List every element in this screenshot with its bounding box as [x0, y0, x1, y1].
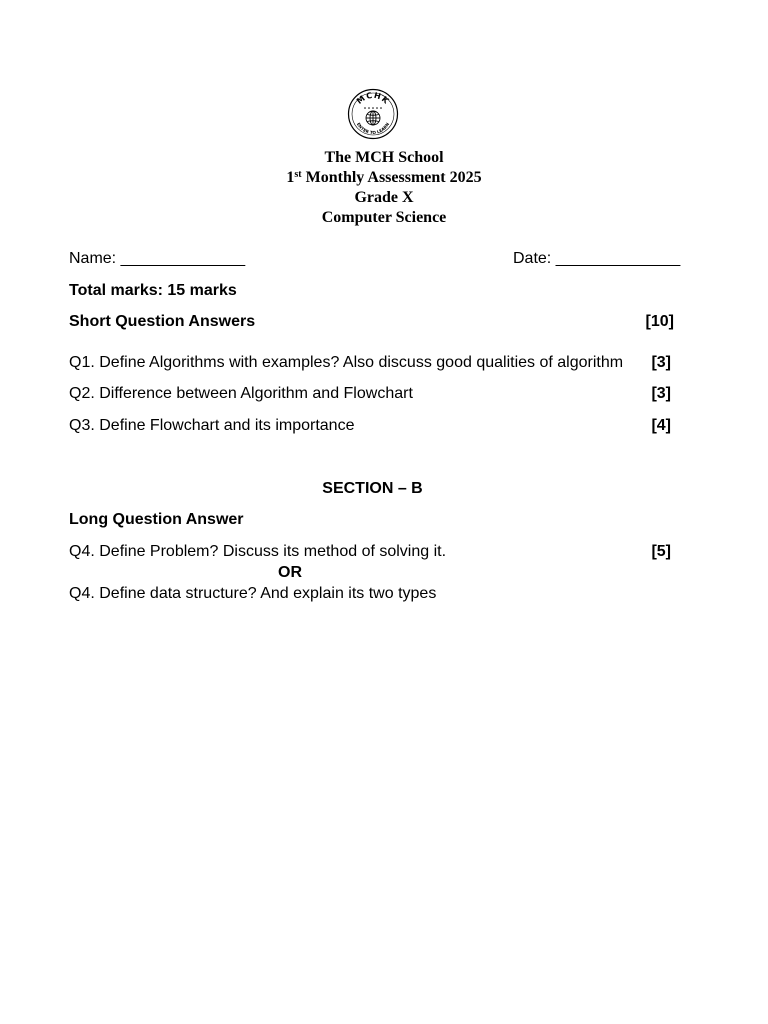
total-marks: Total marks: 15 marks	[69, 282, 237, 299]
question-3: Q3. Define Flowchart and its importance	[69, 417, 355, 434]
section-b-title: Long Question Answer	[69, 511, 244, 528]
name-field: Name: ______________	[69, 250, 246, 267]
question-2-marks: [3]	[651, 385, 671, 402]
question-4a-marks: [5]	[651, 543, 671, 560]
globe-icon	[366, 111, 380, 125]
section-a-marks: [10]	[645, 313, 674, 330]
logo-dots	[364, 107, 382, 109]
school-logo	[347, 88, 399, 140]
assessment-title: 1st Monthly Assessment 2025	[286, 169, 482, 186]
question-2: Q2. Difference between Algorithm and Flowchart	[69, 385, 413, 402]
school-name: The MCH School	[324, 149, 444, 166]
question-1-marks: [3]	[651, 354, 671, 371]
subject-label: Computer Science	[321, 209, 447, 226]
date-field: Date: ______________	[513, 250, 681, 267]
section-a-title: Short Question Answers	[69, 313, 256, 330]
logo-bottom-text: ENTER TO LEARN	[355, 121, 391, 136]
question-3-marks: [4]	[651, 417, 671, 434]
question-1: Q1. Define Algorithms with examples? Also discuss good qualities of algorithm	[69, 354, 624, 371]
question-4a: Q4. Define Problem? Discuss its method of solving it.	[69, 543, 447, 560]
logo-top-text: MCHK	[354, 90, 392, 107]
grade-label: Grade X	[354, 189, 414, 206]
or-label: OR	[278, 564, 302, 581]
section-b-heading: SECTION – B	[322, 480, 423, 497]
question-4b: Q4. Define data structure? And explain its two types	[69, 585, 437, 602]
